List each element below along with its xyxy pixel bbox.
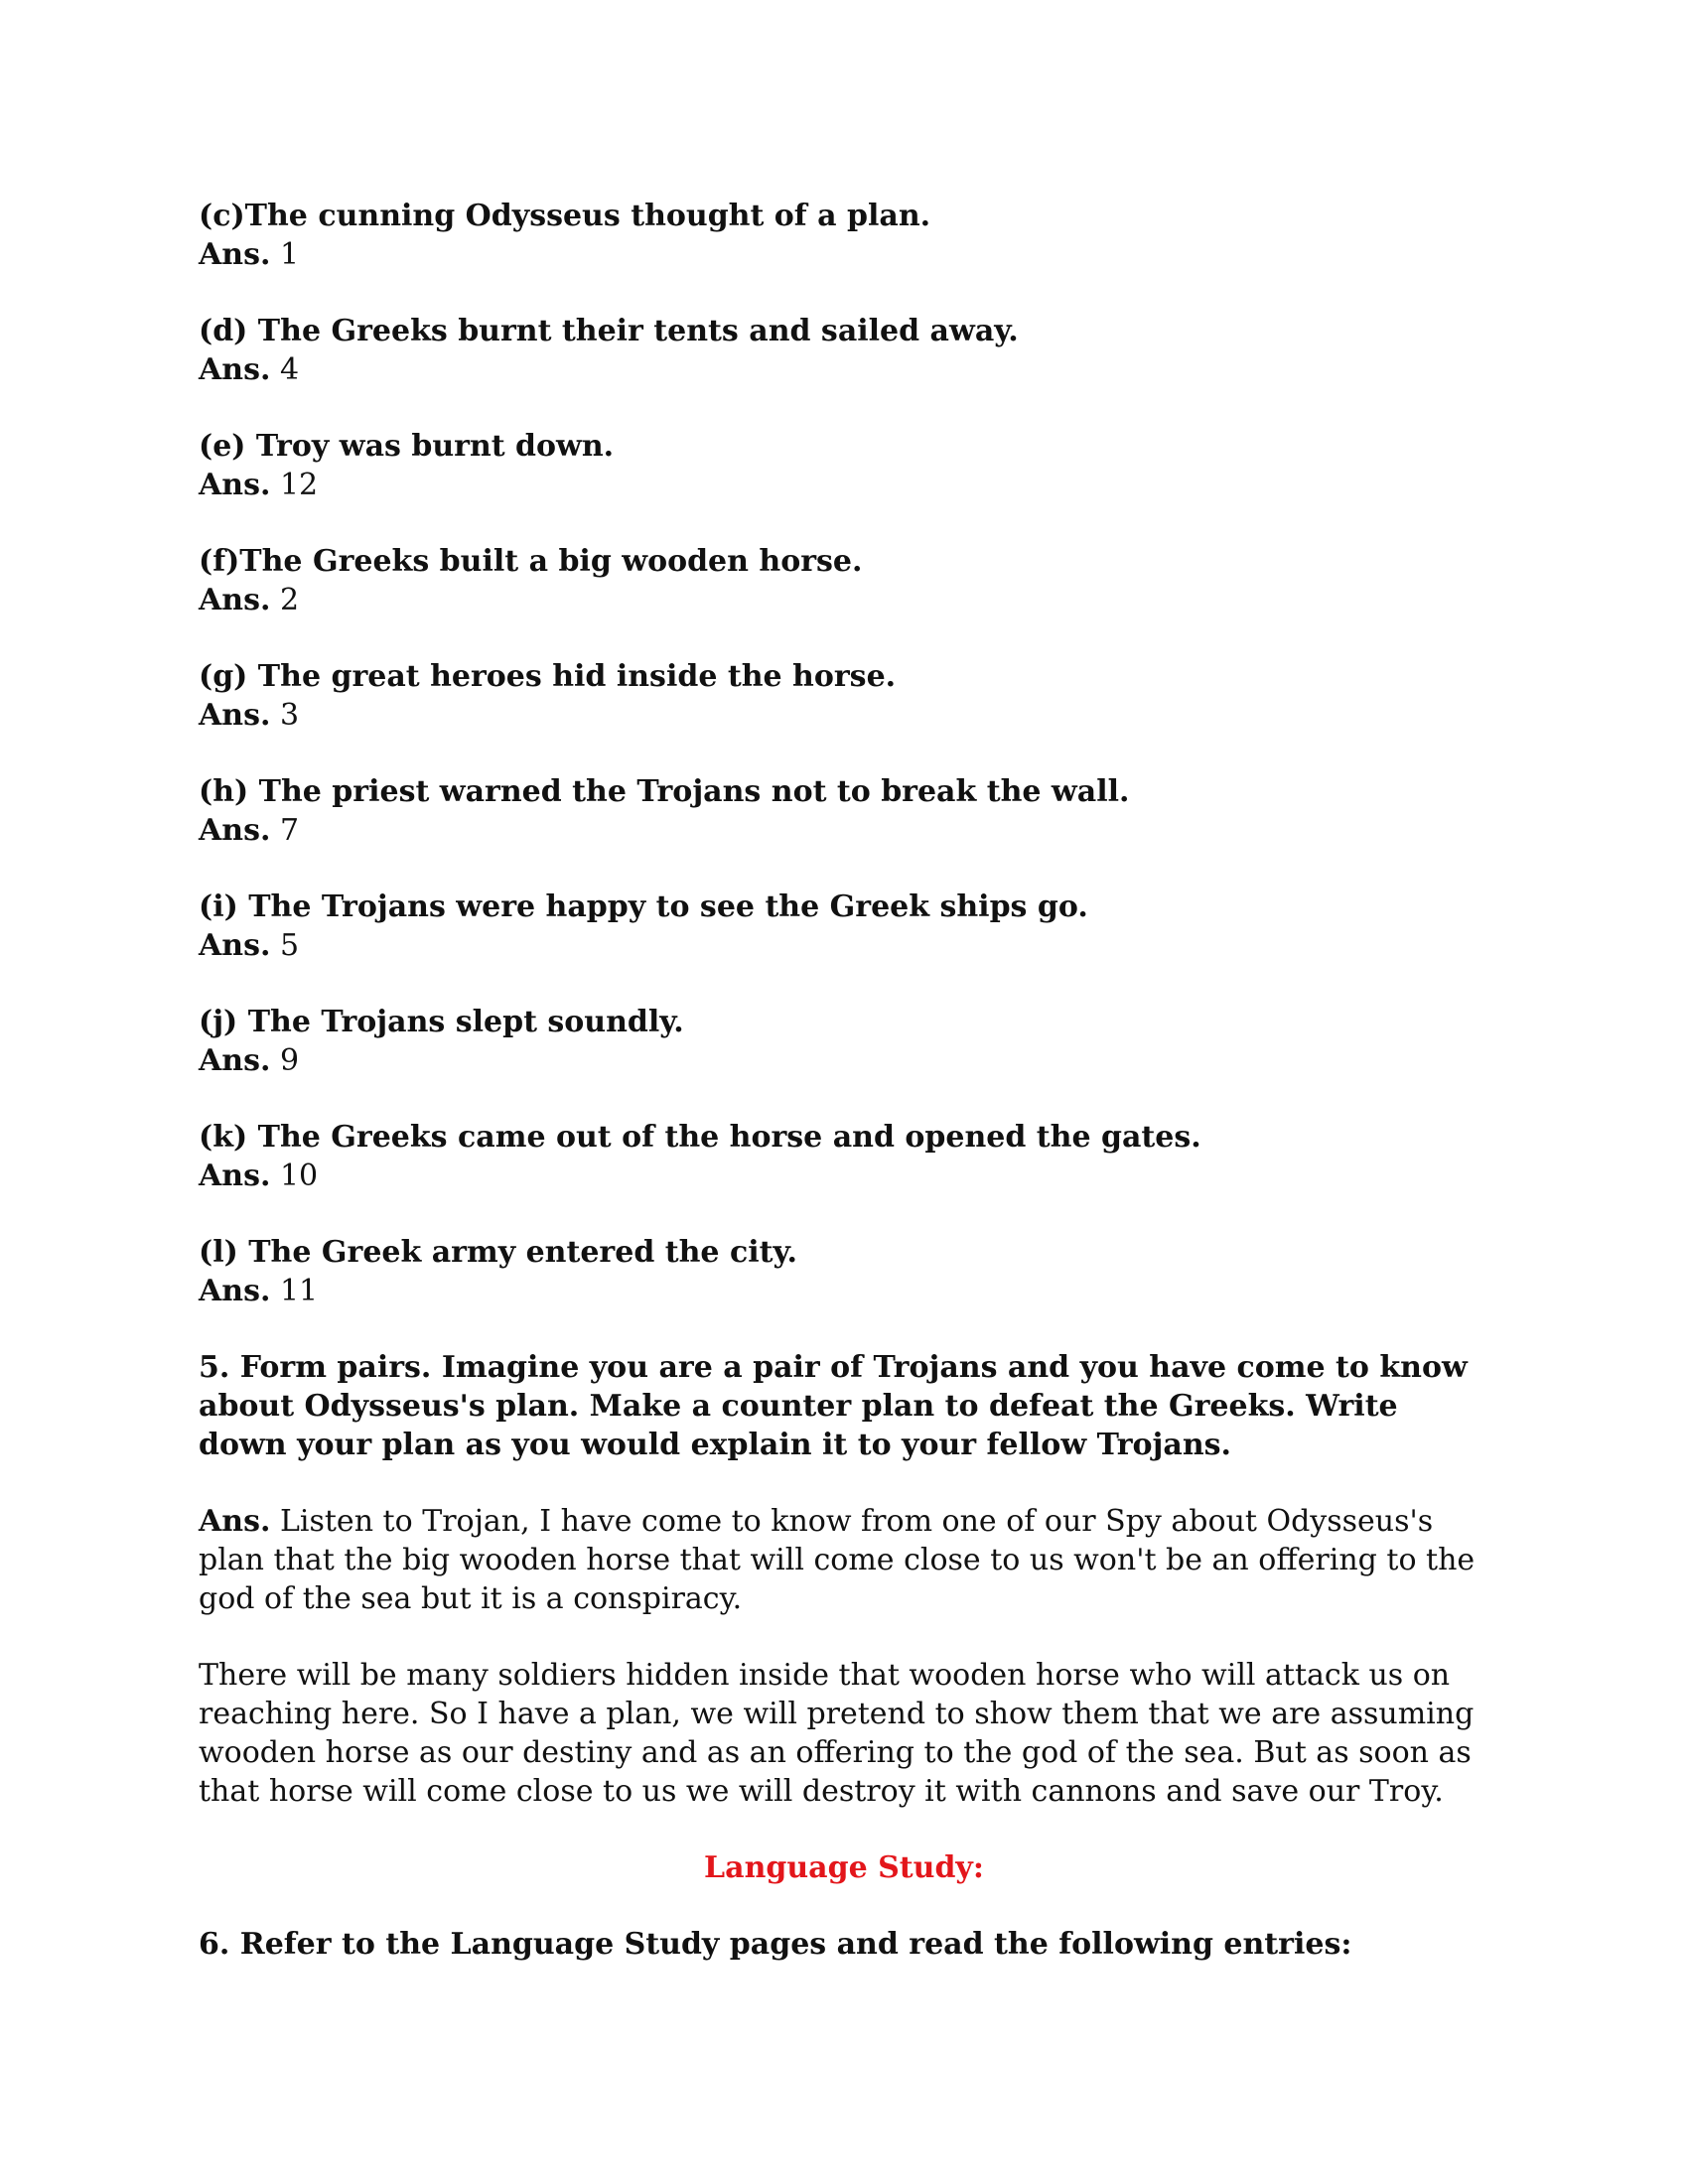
question-text: (j) The Trojans slept soundly. [199, 1005, 684, 1039]
question-text: (f)The Greeks built a big wooden horse. [199, 544, 863, 579]
question-item-k [199, 1118, 1489, 1195]
answer-line [199, 1157, 1489, 1195]
answer-value: 9 [279, 1043, 300, 1078]
question-6: 6. Refer to the Language Study pages and read the following entries: [199, 1927, 1352, 1962]
question-item-f [199, 542, 1489, 619]
answer-line [199, 350, 1489, 389]
answer-line [199, 581, 1489, 619]
question-text: (d) The Greeks burnt their tents and sailed away. [199, 314, 1019, 348]
question-text: (h) The priest warned the Trojans not to break the wall. [199, 774, 1130, 809]
question-item-j [199, 1003, 1489, 1080]
answer-line [199, 811, 1489, 850]
answer-label: Ans. [199, 237, 271, 272]
answer-value: 10 [279, 1159, 319, 1193]
answer-label: Ans. [199, 352, 271, 387]
answer-label: Ans. [199, 813, 271, 848]
question-item-i [199, 887, 1489, 965]
answer-label: Ans. [199, 1159, 271, 1193]
question-5-answer-paragraph-1 [199, 1502, 1489, 1618]
question-text: (e) Troy was burnt down. [199, 429, 615, 464]
answer-label: Ans. [199, 1504, 271, 1539]
answer-value: 11 [279, 1274, 319, 1308]
answer-line [199, 466, 1489, 504]
answer-text: Listen to Trojan, I have come to know from one of our Spy about Odysseus's plan that the big wooden horse that will come close to us won't be an offering to the god of the sea but it is a conspiracy. [199, 1504, 1476, 1616]
answer-value: 2 [279, 583, 300, 617]
question-text: (k) The Greeks came out of the horse and opened the gates. [199, 1120, 1201, 1155]
answer-line [199, 926, 1489, 965]
question-item-g [199, 657, 1489, 735]
question-item-c [199, 197, 1489, 274]
answer-label: Ans. [199, 1274, 271, 1308]
answer-value: 1 [279, 237, 300, 272]
answer-line [199, 1041, 1489, 1080]
answer-label: Ans. [199, 583, 271, 617]
question-item-l [199, 1233, 1489, 1310]
question-item-e [199, 427, 1489, 504]
question-text: (g) The great heroes hid inside the horse. [199, 659, 897, 694]
answer-line [199, 235, 1489, 274]
question-text: (l) The Greek army entered the city. [199, 1235, 797, 1270]
question-5: 5. Form pairs. Imagine you are a pair of Trojans and you have come to know about Odysseus's plan. Make a counter plan to defeat the Greeks. Write down your plan as you would explain it to your fellow Trojans. [199, 1350, 1468, 1462]
answer-value: 3 [279, 698, 300, 733]
section-heading-language-study: Language Study: [704, 1850, 984, 1885]
answer-label: Ans. [199, 928, 271, 963]
answer-value: 4 [279, 352, 300, 387]
answer-label: Ans. [199, 468, 271, 502]
answer-value: 7 [279, 813, 300, 848]
question-item-h [199, 772, 1489, 850]
question-5-answer-paragraph-2: There will be many soldiers hidden inside that wooden horse who will attack us on reaching here. So I have a plan, we will pretend to show them that we are assuming wooden horse as our destiny and as an offering to the god of the sea. But as soon as that horse will come close to us we will destroy it with cannons and save our Troy. [199, 1658, 1475, 1809]
answer-value: 12 [279, 468, 319, 502]
answer-label: Ans. [199, 1043, 271, 1078]
question-item-d [199, 312, 1489, 389]
question-text: (i) The Trojans were happy to see the Greek ships go. [199, 889, 1088, 924]
answer-line [199, 696, 1489, 735]
question-text: (c)The cunning Odysseus thought of a plan. [199, 199, 931, 233]
answer-label: Ans. [199, 698, 271, 733]
answer-value: 5 [279, 928, 300, 963]
answer-line [199, 1272, 1489, 1310]
document-page [199, 197, 1489, 2001]
